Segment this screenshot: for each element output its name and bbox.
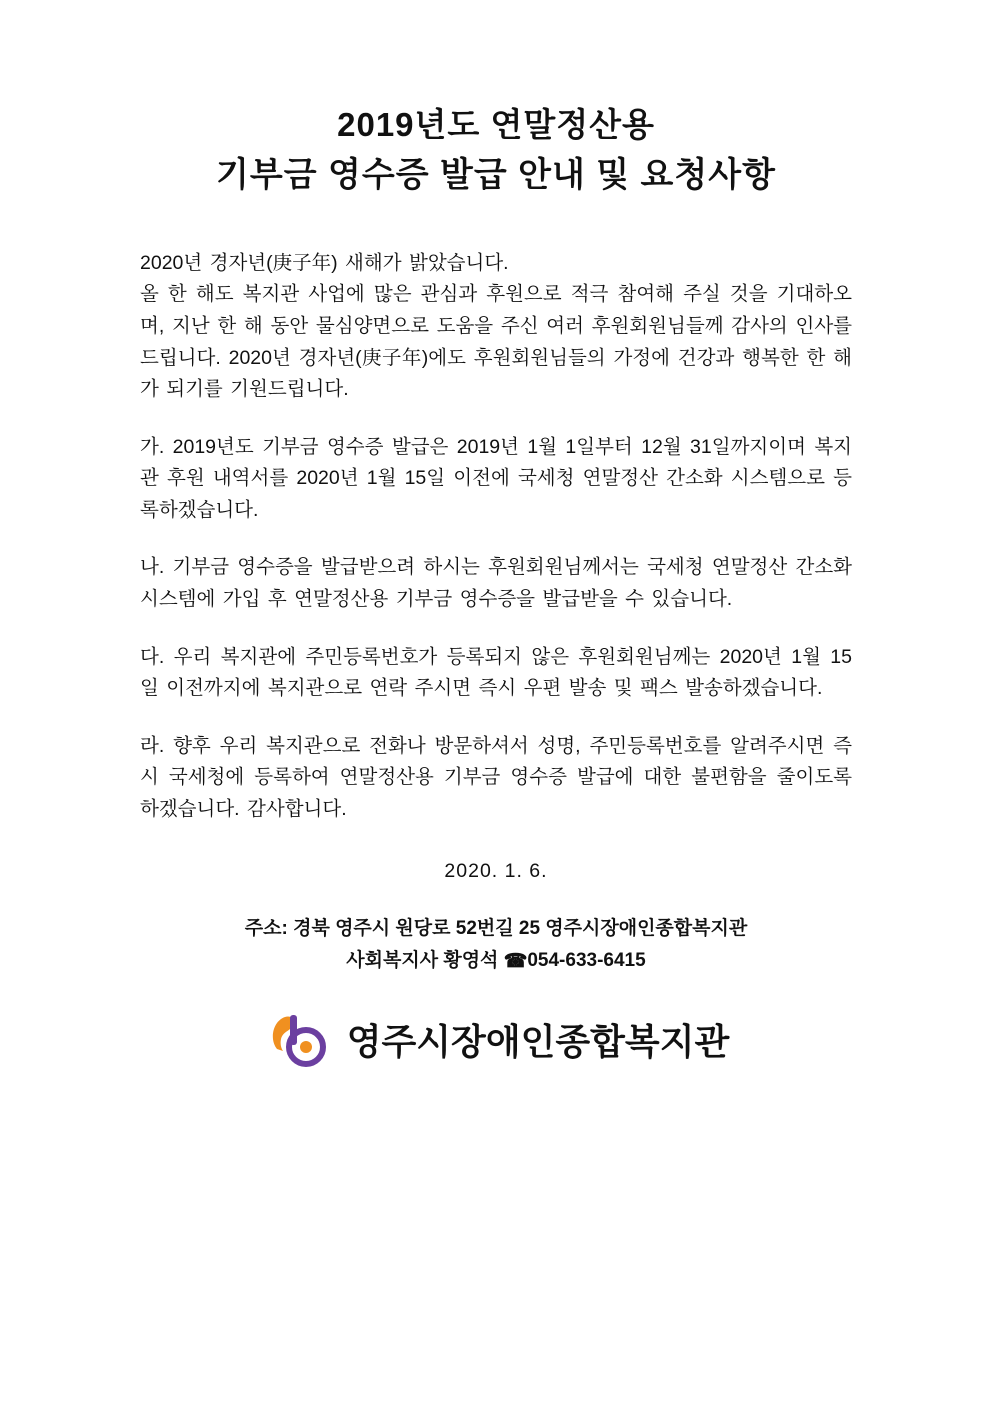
document-date: 2020. 1. 6.	[444, 859, 548, 882]
address-line: 주소: 경북 영주시 원당로 52번길 25 영주시장애인종합복지관	[244, 917, 748, 939]
contact-phone-number: 054-633-6415	[527, 950, 646, 972]
paragraph-item-na: 나. 기부금 영수증을 발급받으려 하시는 후원회원님께서는 국세청 연말정산 간소화 시스템에 가입 후 연말정산용 기부금 영수증을 발급받을 수 있습니다.	[140, 556, 852, 611]
phone-icon: ☎	[503, 951, 528, 973]
paragraph-item-ga: 가. 2019년도 기부금 영수증 발급은 2019년 1월 1일부터 12월 31일까지이며 복지관 후원 내역서를 2020년 1월 15일 이전에 국세청 연말정산 간소화 시스템으로 등록하겠습니다.	[140, 435, 852, 521]
paragraph-greeting-1: 2020년 경자년(庚子年) 새해가 밝았습니다.	[140, 251, 509, 274]
organization-name: 영주시장애인종합복지관	[346, 1021, 730, 1063]
organization-logo-icon	[263, 1009, 333, 1071]
document-body	[140, 248, 852, 826]
document-title	[140, 100, 852, 202]
title-line-2: 기부금 영수증 발급 안내 및 요청사항	[216, 156, 776, 195]
contact-line	[140, 945, 852, 979]
paragraph-greeting-2: 올 한 해도 복지관 사업에 많은 관심과 후원으로 적극 참여해 주실 것을 기대하오며, 지난 한 해 동안 물심양면으로 도움을 주신 여러 후원회원님들께 감사의 인사를 드립니다. 2020년 경자년(庚子年)에도 후원회원님들의 가정에 건강과 행복한 한 해가 되기를 기원드립니다.	[140, 283, 852, 401]
title-line-1: 2019년도 연말정산용	[337, 106, 655, 143]
paragraph-item-da: 다. 우리 복지관에 주민등록번호가 등록되지 않은 후원회원님께는 2020년 1월 15일 이전까지에 복지관으로 연락 주시면 즉시 우편 발송 및 팩스 발송하겠습니다.	[140, 645, 852, 700]
organization-footer	[140, 1009, 852, 1071]
contact-person: 사회복지사 황영석	[346, 950, 504, 972]
paragraph-item-ra: 라. 향후 우리 복지관으로 전화나 방문하셔서 성명, 주민등록번호를 알려주시면 즉시 국세청에 등록하여 연말정산용 기부금 영수증 발급에 대한 불편함을 줄이도록 하겠습니다. 감사합니다.	[140, 734, 852, 820]
contact-block	[140, 913, 852, 979]
